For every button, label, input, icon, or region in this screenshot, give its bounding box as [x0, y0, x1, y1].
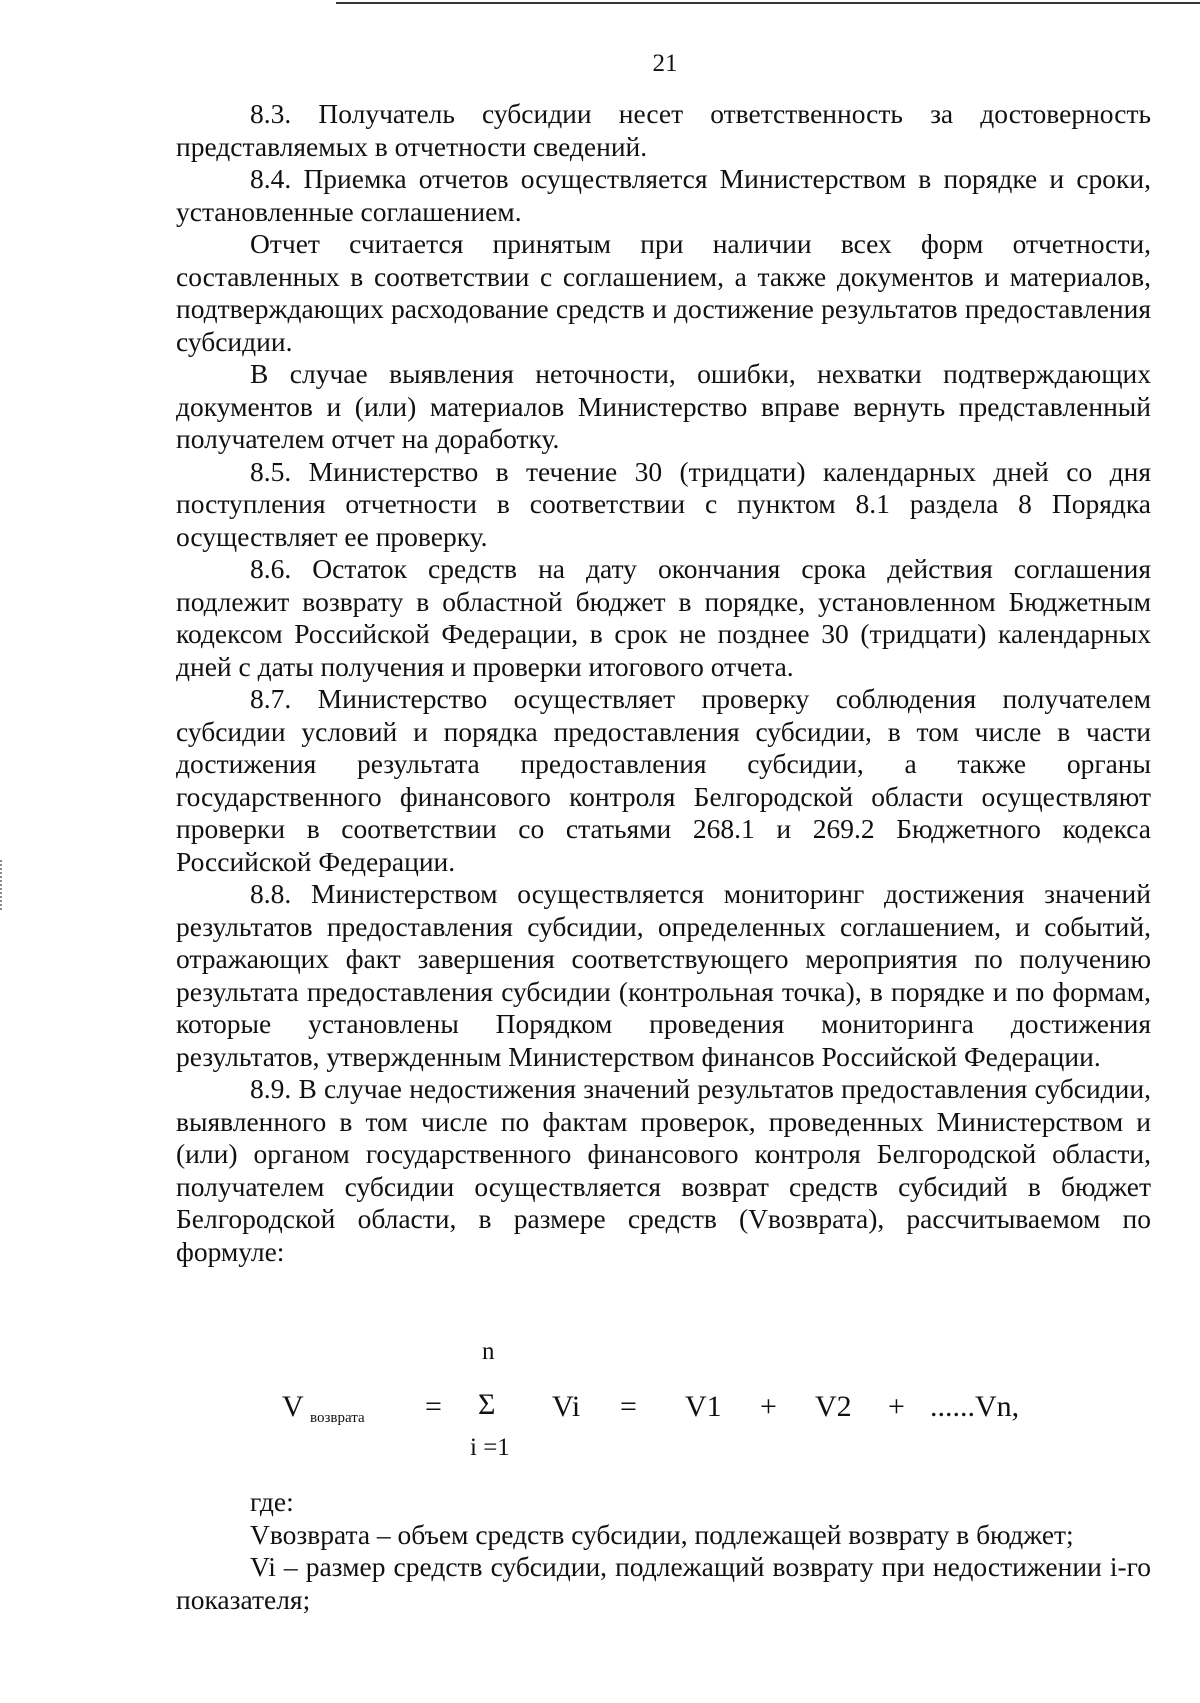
paragraph-report-returned: В случае выявления неточности, ошибки, нехватки подтверждающих документов и (или) материалов Министерство вправе вернуть представленный получателем отчет на доработку. [176, 358, 1151, 454]
definition-vvozvrata: Vвозврата – объем средств субсидии, подлежащей возврату в бюджет; [250, 1518, 1074, 1550]
paragraph-8-6: 8.6. Остаток средств на дату окончания срока действия соглашения подлежит возврату в областной бюджет в порядке, установленном Бюджетным кодексом Российской Федерации, в срок не позднее 30 (тридцати) календарных дней с даты получения и проверки итогового отчета. [176, 553, 1151, 682]
definition-vi: Vi – размер средств субсидии, подлежащий возврату при недостижении i-го показателя; [176, 1551, 1151, 1615]
formula-vi: Vi [552, 1390, 581, 1423]
paragraph-8-5: 8.5. Министерство в течение 30 (тридцати) календарных дней со дня поступления отчетности в соответствии с пунктом 8.1 раздела 8 Порядка осуществляет ее проверку. [176, 455, 1151, 552]
formula-sigma: Σ [478, 1388, 496, 1421]
where-label: где: [250, 1486, 294, 1517]
paragraph-8-9: 8.9. В случае недостижения значений результатов предоставления субсидии, выявленного в том числе по фактам проверок, проведенных Министерством и (или) органом государственного финансового контроля Белгородской области, получателем субсидии осуществляется возврат средств субсидий в бюджет Белгородской области, в размере средств (Vвозврата), рассчитываемом по формуле: [176, 1073, 1151, 1267]
formula-vn: ......Vn, [930, 1390, 1020, 1423]
formula-v2: V2 [815, 1390, 852, 1423]
paragraph-8-8: 8.8. Министерством осуществляется мониторинг достижения значений результатов предоставления субсидии, определенных соглашением, и событий, отражающих факт завершения соответствующего мероприятия по получению результата предоставления субсидии (контрольная точка), в порядке и по формам, которые установлены Порядком проведения мониторинга достижения результатов, утвержденным Министерством финансов Российской Федерации. [176, 878, 1151, 1072]
paragraph-8-4: 8.4. Приемка отчетов осуществляется Министерством в порядке и сроки, установленные соглашением. [176, 163, 1151, 227]
document-body [176, 98, 1151, 1268]
refund-formula [270, 1338, 1070, 1461]
formula-v1: V1 [685, 1390, 722, 1423]
formula-plus-1: + [760, 1390, 777, 1423]
formula-explanation [176, 1486, 1151, 1616]
top-border-line [336, 2, 1200, 4]
formula-plus-2: + [888, 1390, 905, 1423]
formula-v-subscript: возврата [310, 1410, 365, 1426]
formula-equals-1: = [425, 1390, 442, 1423]
paragraph-report-accepted: Отчет считается принятым при наличии всех форм отчетности, составленных в соответствии с соглашением, а также документов и материалов, подтверждающих расходование средств и достижение результатов предоставления субсидии. [176, 228, 1151, 357]
formula-upper-limit: n [482, 1338, 495, 1365]
paragraph-8-7: 8.7. Министерство осуществляет проверку соблюдения получателем субсидии условий и порядка предоставления субсидии, в том числе в части достижения результата предоставления субсидии, а также органы государственного финансового контроля Белгородской области осуществляют проверки в соответствии со статьями 268.1 и 269.2 Бюджетного кодекса Российской Федерации. [176, 683, 1151, 877]
formula-v: V [282, 1390, 304, 1423]
formula-lower-limit: i =1 [470, 1434, 510, 1461]
scan-margin-marks [0, 860, 5, 910]
paragraph-8-3: 8.3. Получатель субсидии несет ответственность за достоверность представляемых в отчетности сведений. [176, 98, 1151, 162]
page-number: 21 [652, 50, 678, 77]
formula-equals-2: = [620, 1390, 637, 1423]
